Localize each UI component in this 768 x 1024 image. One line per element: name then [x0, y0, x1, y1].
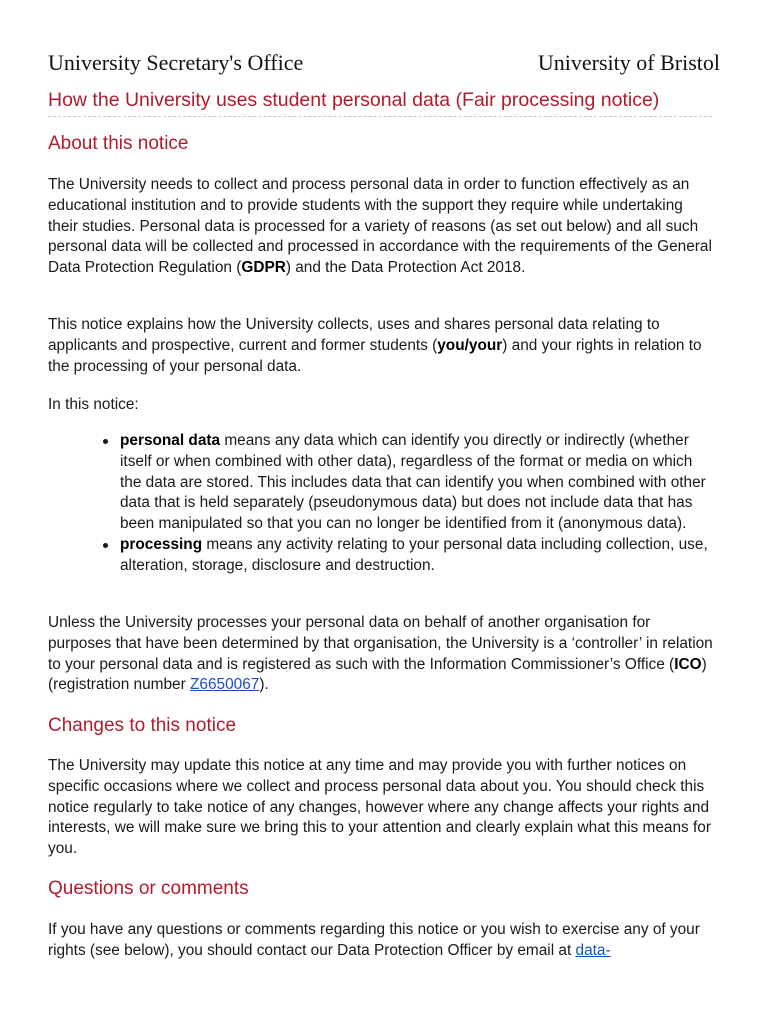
definition-text: means any data which can identify you directly or indirectly (whether itself or when combined with other data), regardless of the format or media on which the data are stored. This includes data that can identify you when combined with other data that is held separately (pseudonymous data) but does not include data that has been manipulated so that you can no longer be identified from it (anonymous data).: [120, 432, 706, 533]
definition-term: personal data: [120, 432, 221, 449]
definition-text: means any activity relating to your personal data including collection, use, alteration, storage, disclosure and destruction.: [120, 535, 708, 574]
definitions-list: [48, 431, 716, 577]
dpo-email-link[interactable]: data-: [575, 941, 611, 959]
section-heading-about: About this notice: [48, 133, 189, 154]
about-paragraph-3: In this notice:: [48, 396, 139, 413]
section-heading-questions: Questions or comments: [48, 878, 249, 899]
title-divider: [48, 116, 712, 117]
changes-paragraph: The University may update this notice at any time and may provide you with further notices on specific occasions where we collect and process personal data about you. You should check this notice regularly to take notice of any changes, however where any change affects your rights and interests, we will make sure we bring this to your attention and clearly explain what this means for you.: [48, 757, 711, 858]
university-name: University of Bristol: [537, 50, 720, 75]
bullet-icon: [103, 439, 108, 444]
about-paragraph-2: This notice explains how the University collects, uses and shares personal data relating to applicants and prospective, current and former students (you/your) and your rights in relation to the processing of your personal data.: [48, 316, 702, 375]
questions-paragraph: If you have any questions or comments regarding this notice or you wish to exercise any of your rights (see below), you should contact our Data Protection Officer by email at data-: [48, 921, 700, 959]
document-title: How the University uses student personal data (Fair processing notice): [48, 89, 660, 111]
about-paragraph-1: The University needs to collect and process personal data in order to function effectively as an educational institution and to provide students with the support they require while undertaking their studies. Personal data is processed for a variety of reasons (as set out below) and all such personal data will be collected and processed in accordance with the requirements of the General Data Protection Regulation (GDPR) and the Data Protection Act 2018.: [48, 176, 712, 277]
definition-term: processing: [120, 535, 203, 553]
list-item: [48, 431, 716, 535]
bullet-icon: [103, 543, 108, 548]
section-heading-changes: Changes to this notice: [48, 715, 237, 736]
list-item: [48, 535, 716, 577]
office-name: University Secretary's Office: [48, 50, 304, 75]
ico-registration-link[interactable]: Z6650067: [190, 676, 260, 694]
about-paragraph-4: Unless the University processes your personal data on behalf of another organisation for purposes that have been determined by that organisation, the University is a ‘controller’ in relation to your personal data and is registered as such with the Information Commissioner’s Office (ICO) (registration number Z6650067).: [48, 614, 713, 694]
document-header: [48, 50, 720, 82]
